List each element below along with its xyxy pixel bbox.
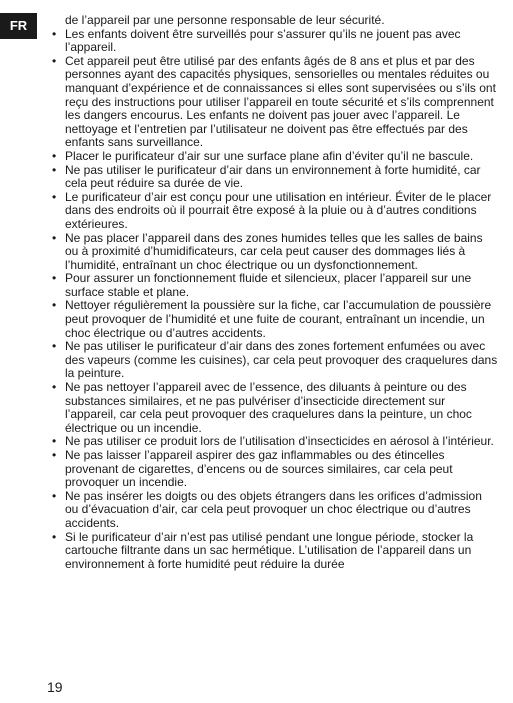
bullet-list [50,28,498,572]
bullet-item: • Les enfants doivent être surveillés pour s’assurer qu’ils ne jouent pas avec l’appareil. [50,28,498,55]
bullet-item: • Ne pas utiliser le purificateur d’air dans des zones fortement enfumées ou avec des vapeurs (comme les cuisines), car cela peut provoquer des craquelures dans la peinture. [50,340,498,381]
bullet-item: • Cet appareil peut être utilisé par des enfants âgés de 8 ans et plus et par des personnes ayant des capacités physiques, sensorielles ou mentales réduites ou manquant d’expérience et de connaissances si elles sont supervisées ou s’ils ont reçu des instructions pour utiliser l’appareil en toute sécurité et s’ils comprennent les dangers encourus. Les enfants ne doivent pas jouer avec l’appareil. Le nettoyage et l’entretien par l’utilisateur ne doivent pas être effectués par des enfants sans surveillance. [50,55,498,150]
safety-instructions [50,14,498,571]
bullet-item: • Le purificateur d’air est conçu pour une utilisation en intérieur. Éviter de le placer dans des endroits où il pourrait être exposé à la pluie ou à d’autres conditions extérieures. [50,191,498,232]
bullet-item: • Ne pas nettoyer l’appareil avec de l’essence, des diluants à peinture ou des substances similaires, et ne pas pulvériser d’insecticide directement sur l’appareil, car cela peut provoquer des craquelures dans la peinture, un choc électrique ou un incendie. [50,381,498,435]
lead-text: de l’appareil par une personne responsable de leur sécurité. [65,13,385,27]
bullet-item: • Ne pas placer l’appareil dans des zones humides telles que les salles de bains ou à proximité d’humidificateurs, car cela peut causer des dommages liés à l’humidité, entraînant un choc électrique ou un dysfonctionnement. [50,232,498,273]
bullet-item: • Pour assurer un fonctionnement fluide et silencieux, placer l’appareil sur une surface stable et plane. [50,272,498,299]
language-tab: FR [0,13,37,39]
bullet-item: • Ne pas utiliser ce produit lors de l’utilisation d’insecticides en aérosol à l’intérieur. [50,435,498,449]
bullet-item: • Ne pas laisser l’appareil aspirer des gaz inflammables ou des étincelles provenant de cigarettes, d’encens ou de sources similaires, car cela peut provoquer un incendie. [50,449,498,490]
bullet-item: • Ne pas insérer les doigts ou des objets étrangers dans les orifices d’admission ou d’évacuation d’air, car cela peut provoquer un choc électrique ou d’autres accidents. [50,490,498,531]
bullet-item: • Placer le purificateur d’air sur une surface plane afin d’éviter qu’il ne bascule. [50,150,498,164]
bullet-item: • Nettoyer régulièrement la poussière sur la fiche, car l’accumulation de poussière peut provoquer de l’humidité et une fuite de courant, entraînant un incendie, un choc électrique ou d’autres accidents. [50,299,498,340]
page-number: 19 [47,679,63,695]
bullet-item: • Si le purificateur d’air n’est pas utilisé pendant une longue période, stocker la cartouche filtrante dans un sac hermétique. L’utilisation de l’appareil dans un environnement à forte humidité peut réduire la durée [50,531,498,572]
bullet-item: • Ne pas utiliser le purificateur d’air dans un environnement à forte humidité, car cela peut réduire sa durée de vie. [50,164,498,191]
